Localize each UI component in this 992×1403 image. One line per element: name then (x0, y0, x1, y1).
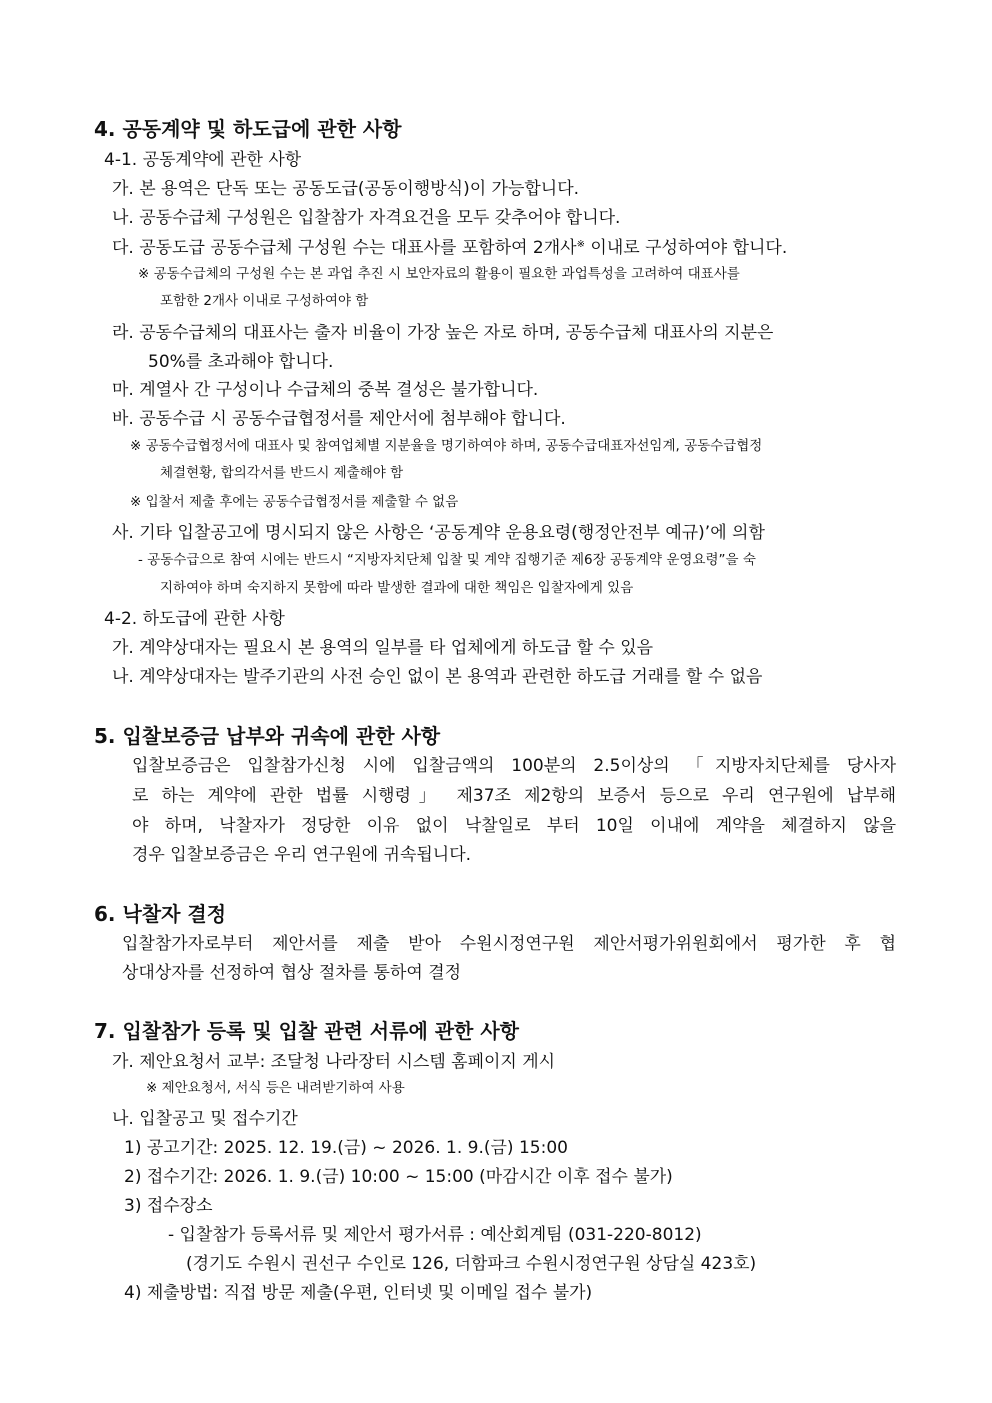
item-4-2-na: 나. 계약상대자는 발주기관의 사전 승인 없이 본 용역과 관련한 하도급 거래를 할 수 없음 (112, 667, 763, 687)
item-4-1-da-text: 다. 공동도급 공동수급체 구성원 수는 대표사를 포함하여 2개사 (112, 238, 577, 258)
section-4-heading: 4. 공동계약 및 하도급에 관한 사항 (94, 117, 402, 141)
item-4-1-sa: 사. 기타 입찰공고에 명시되지 않은 사항은 ‘공동계약 운용요령(행정안전부 예규)’에 의함 (112, 523, 765, 543)
item-7-na-3-location: - 입찰참가 등록서류 및 제안서 평가서류 : 예산회계팀 (031-220-8012) (168, 1225, 702, 1245)
item-4-2-ga: 가. 계약상대자는 필요시 본 용역의 일부를 타 업체에게 하도급 할 수 있음 (112, 638, 654, 658)
item-4-1-da-note-line1: ※ 공동수급체의 구성원 수는 본 과업 추진 시 보안자료의 활용이 필요한 과업특성을 고려하여 대표사를 (138, 266, 740, 282)
item-7-na-3: 3) 접수장소 (124, 1196, 213, 1216)
section-5-paragraph-line3: 야 하며, 낙찰자가 정당한 이유 없이 낙찰일로 부터 10일 이내에 계약을 체결하지 않을 (132, 816, 896, 836)
item-7-na-2: 2) 접수기간: 2026. 1. 9.(금) 10:00 ~ 15:00 (마감시간 이후 접수 불가) (124, 1167, 673, 1187)
item-7-ga-note: ※ 제안요청서, 서식 등은 내려받기하여 사용 (146, 1080, 405, 1096)
section-5-paragraph-line1: 입찰보증금은 입찰참가신청 시에 입찰금액의 100분의 2.5이상의 「지방자치단체를 당사자 (132, 756, 896, 776)
item-4-1-da-text-end: 이내로 구성하여야 합니다. (585, 238, 788, 258)
item-4-1-ba-note2: ※ 입찰서 제출 후에는 공동수급협정서를 제출할 수 없음 (130, 494, 459, 510)
item-4-1-ba: 바. 공동수급 시 공동수급협정서를 제안서에 첨부해야 합니다. (112, 409, 566, 429)
section-6-paragraph-line1: 입찰참가자로부터 제안서를 제출 받아 수원시정연구원 제안서평가위원회에서 평가한 후 협 (122, 934, 896, 954)
item-7-na-1: 1) 공고기간: 2025. 12. 19.(금) ~ 2026. 1. 9.(금) 15:00 (124, 1138, 568, 1158)
item-4-1-ba-note1-line1: ※ 공동수급협정서에 대표사 및 참여업체별 지분율을 명기하여야 하며, 공동수급대표자선임계, 공동수급협정 (130, 438, 763, 454)
item-4-1-ra-line2: 50%를 초과해야 합니다. (148, 352, 334, 372)
item-4-1-ba-note1-line2: 체결현황, 합의각서를 반드시 제출해야 함 (160, 465, 404, 481)
item-4-1-ma: 마. 계열사 간 구성이나 수급체의 중복 결성은 불가합니다. (112, 380, 539, 400)
section-7-heading: 7. 입찰참가 등록 및 입찰 관련 서류에 관한 사항 (94, 1019, 519, 1043)
item-4-1-sa-note-line2: 지하여야 하며 숙지하지 못함에 따라 발생한 결과에 대한 책임은 입찰자에게 있음 (160, 580, 634, 596)
item-7-na: 나. 입찰공고 및 접수기간 (112, 1109, 298, 1129)
item-7-ga: 가. 제안요청서 교부: 조달청 나라장터 시스템 홈페이지 게시 (112, 1052, 556, 1072)
item-4-1-ra-line1: 라. 공동수급체의 대표사는 출자 비율이 가장 높은 자로 하며, 공동수급체 대표사의 지분은 (112, 323, 774, 343)
item-4-1-da-note-line2: 포함한 2개사 이내로 구성하여야 함 (160, 293, 369, 309)
item-4-1-na: 나. 공동수급체 구성원은 입찰참가 자격요건을 모두 갖추어야 합니다. (112, 208, 621, 228)
item-4-1-sa-note-line1: - 공동수급으로 참여 시에는 반드시 “지방자치단체 입찰 및 계약 집행기준 제6장 공동계약 운영요령”을 숙 (138, 552, 756, 568)
item-7-na-4: 4) 제출방법: 직접 방문 제출(우편, 인터넷 및 이메일 접수 불가) (124, 1283, 593, 1303)
item-7-na-3-address: (경기도 수원시 권선구 수인로 126, 더함파크 수원시정연구원 상담실 423호) (186, 1254, 757, 1274)
subsection-4-2-heading: 4-2. 하도급에 관한 사항 (104, 609, 285, 629)
section-5-paragraph-line4: 경우 입찰보증금은 우리 연구원에 귀속됩니다. (132, 845, 472, 865)
section-5-heading: 5. 입찰보증금 납부와 귀속에 관한 사항 (94, 724, 441, 748)
section-6-paragraph-line2: 상대상자를 선정하여 협상 절차를 통하여 결정 (122, 963, 462, 983)
subsection-4-1-heading: 4-1. 공동계약에 관한 사항 (104, 150, 302, 170)
section-6-heading: 6. 낙찰자 결정 (94, 902, 227, 926)
section-5-paragraph-line2: 로 하는 계약에 관한 법률 시행령」 제37조 제2항의 보증서 등으로 우리 연구원에 납부해 (132, 786, 896, 806)
footnote-mark: ※ (576, 239, 585, 250)
item-4-1-ga: 가. 본 용역은 단독 또는 공동도급(공동이행방식)이 가능합니다. (112, 179, 580, 199)
item-4-1-da (112, 237, 787, 259)
